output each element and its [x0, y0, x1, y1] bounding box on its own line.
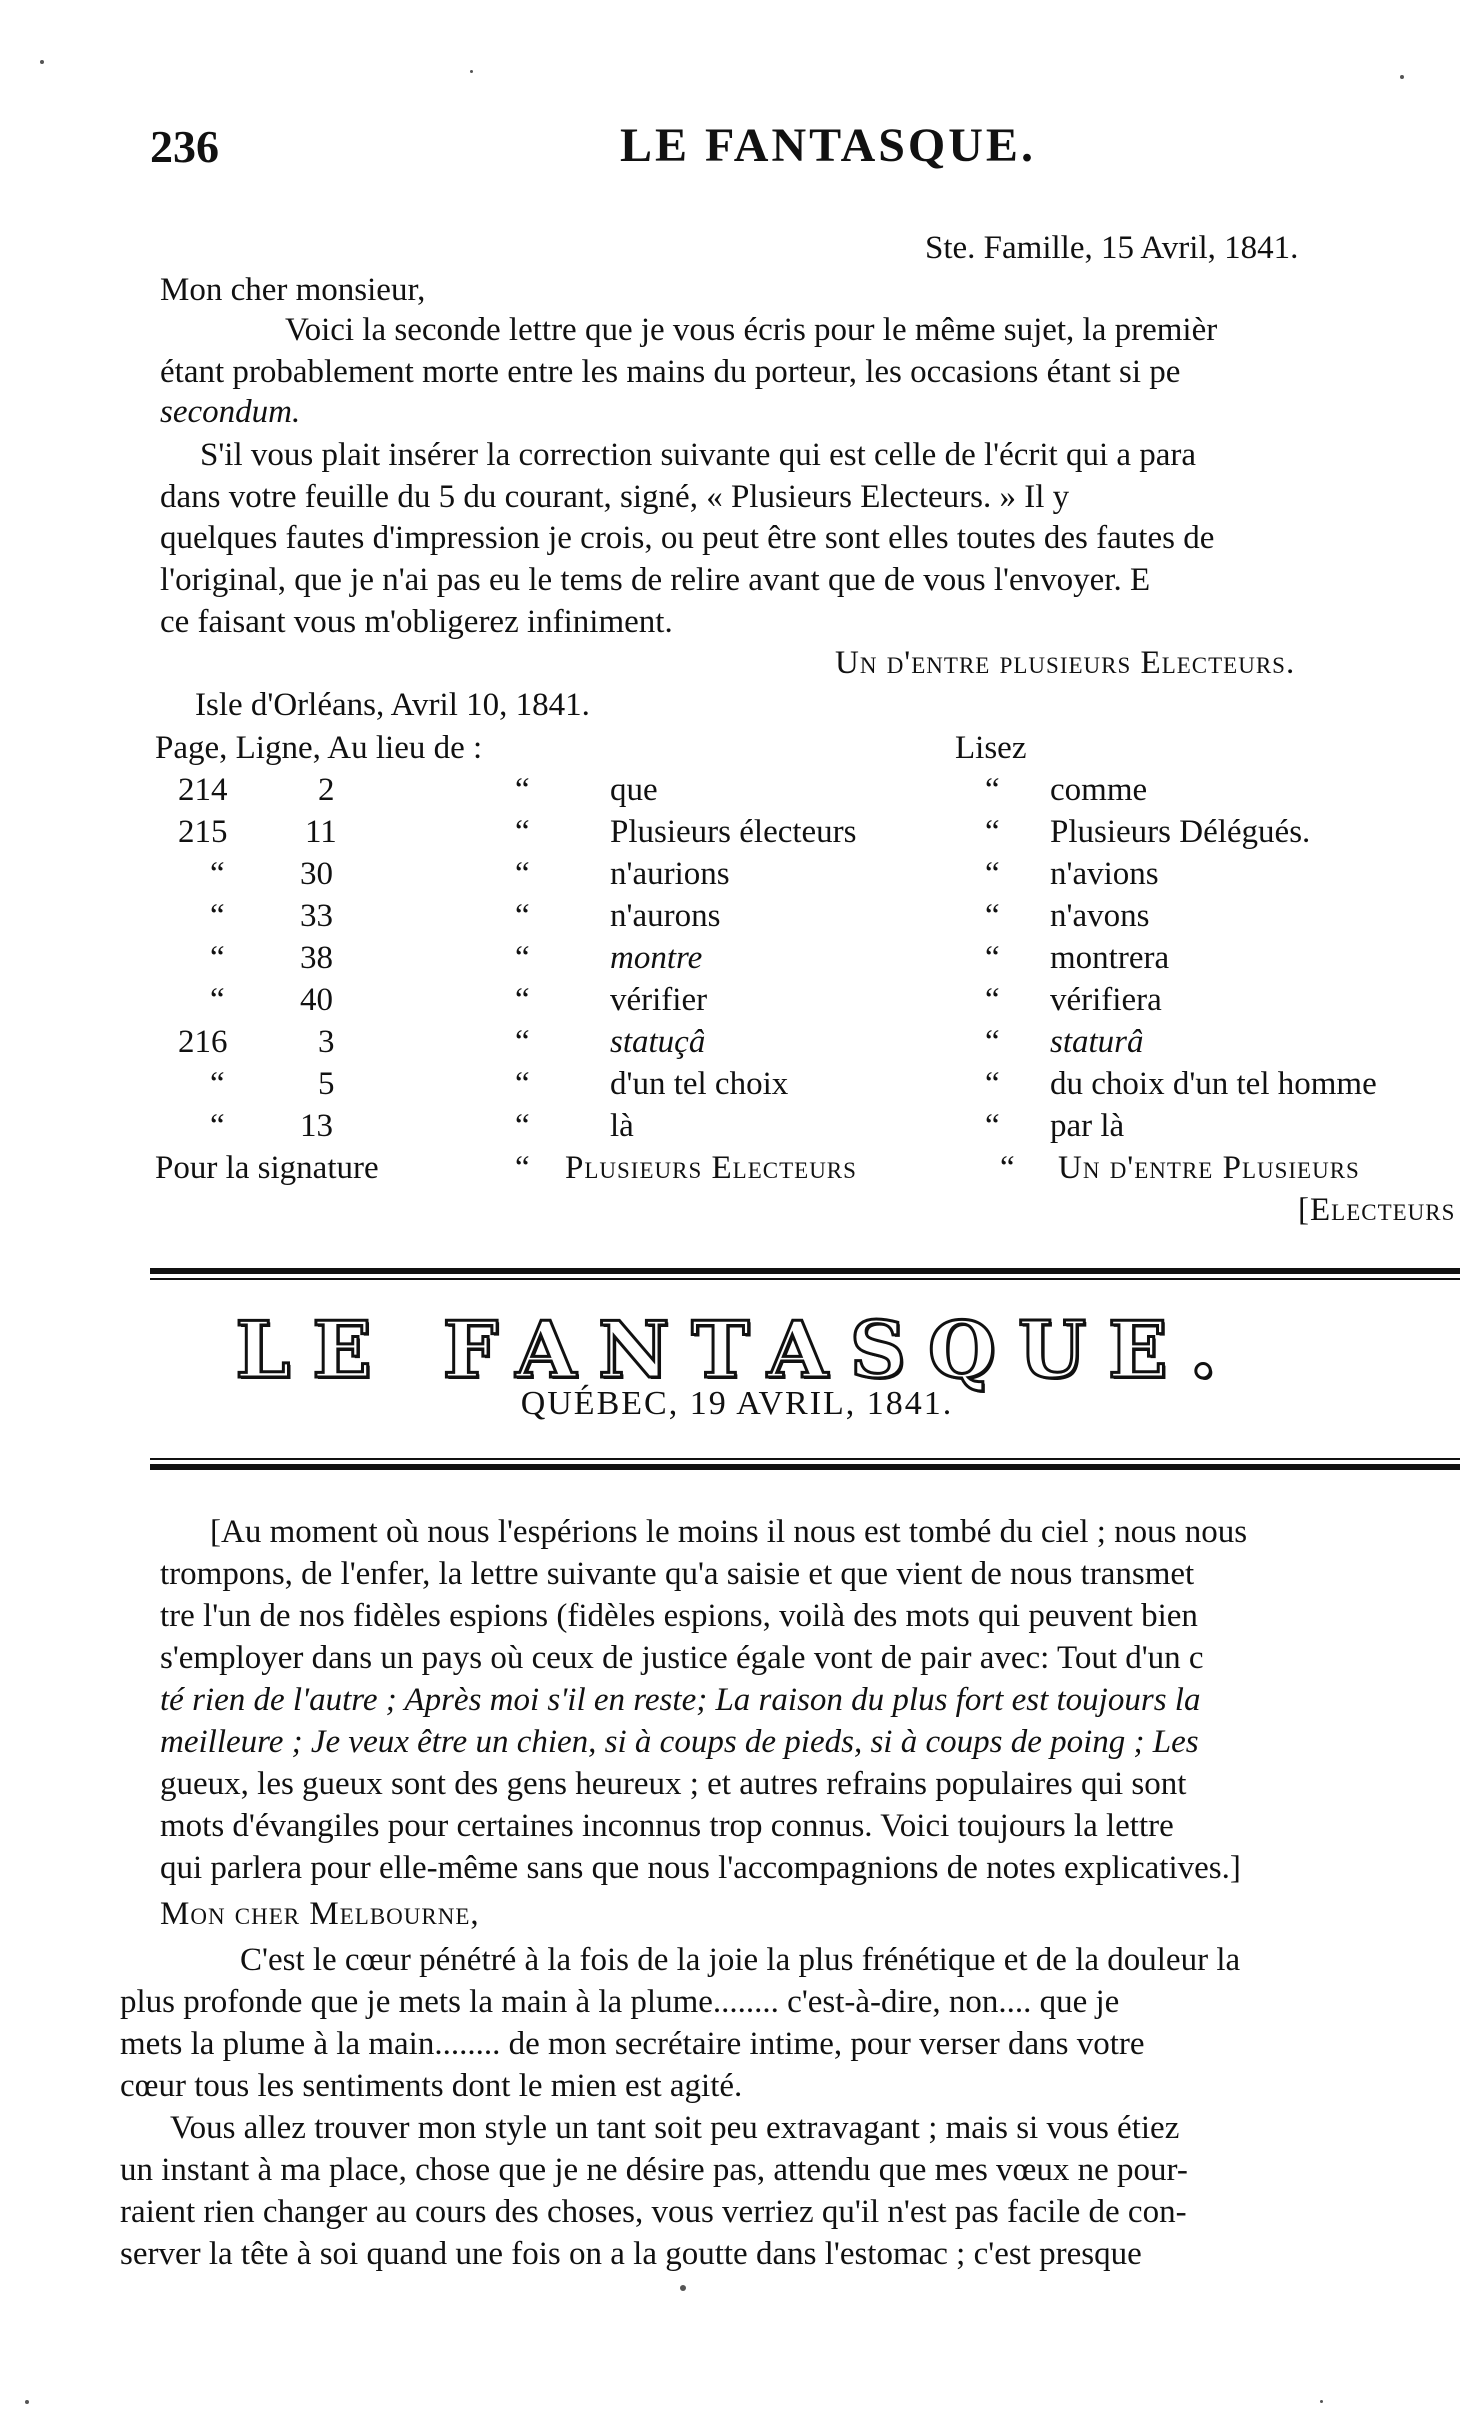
- letter-paragraph-line: dans votre feuille du 5 du courant, signé, « Plusieurs Electeurs. » Il y: [160, 479, 1070, 515]
- masthead-rule-bottom-thin: [150, 1458, 1460, 1460]
- article-body-line: C'est le cœur pénétré à la fois de la joie la plus frénétique et de la douleur la: [240, 1942, 1241, 1978]
- ditto-mark: “: [985, 1108, 1000, 1144]
- article-salutation: Mon cher Melbourne,: [160, 1896, 480, 1932]
- errata-place-date: Isle d'Orléans, Avril 10, 1841.: [195, 687, 590, 723]
- ditto-mark: “: [515, 1024, 530, 1060]
- scan-speck: [1320, 2400, 1323, 2403]
- article-body-line: Vous allez trouver mon style un tant soit peu extravagant ; mais si vous étiez: [170, 2110, 1180, 2146]
- errata-read: n'avions: [1050, 856, 1159, 892]
- letter-paragraph-line: Voici la seconde lettre que je vous écris pour le même sujet, la premièr: [285, 312, 1218, 348]
- table-row: [0, 1064, 1474, 1106]
- article-body-line: un instant à ma place, chose que je ne désire pas, attendu que mes vœux ne pour-: [120, 2152, 1188, 2188]
- errata-page: 214: [178, 772, 228, 808]
- table-row: [0, 896, 1474, 938]
- table-row: [0, 1106, 1474, 1148]
- errata-page: “: [210, 982, 225, 1018]
- errata-line: 3: [318, 1024, 335, 1060]
- scan-speck: [1400, 75, 1404, 79]
- ditto-mark: “: [985, 982, 1000, 1018]
- ditto-mark: “: [985, 1024, 1000, 1060]
- letter-paragraph-line: secondum.: [160, 394, 301, 430]
- errata-line: 2: [318, 772, 335, 808]
- ditto-mark: “: [515, 940, 530, 976]
- letter-paragraph-line: étant probablement morte entre les mains du porteur, les occasions étant si pe: [160, 354, 1181, 390]
- errata-instead: n'aurions: [610, 856, 730, 892]
- errata-read: par là: [1050, 1108, 1125, 1144]
- running-title: LE FANTASQUE.: [620, 119, 1036, 172]
- errata-instead: n'aurons: [610, 898, 721, 934]
- article-body-line: mets la plume à la main........ de mon secrétaire intime, pour verser dans votre: [120, 2026, 1145, 2062]
- ditto-mark: “: [515, 772, 530, 808]
- errata-line: 40: [300, 982, 333, 1018]
- errata-signature-label: Pour la signature: [155, 1150, 379, 1186]
- table-row: [0, 770, 1474, 812]
- errata-read: staturâ: [1050, 1024, 1144, 1060]
- errata-instead: là: [610, 1108, 634, 1144]
- ditto-mark: “: [985, 772, 1000, 808]
- errata-read: vérifiera: [1050, 982, 1162, 1018]
- errata-read: comme: [1050, 772, 1148, 808]
- ditto-mark: “: [515, 898, 530, 934]
- article-intro-line: meilleure ; Je veux être un chien, si à coups de pieds, si à coups de poing ; Les: [160, 1724, 1199, 1760]
- errata-read: n'avons: [1050, 898, 1150, 934]
- scan-speck: [40, 60, 44, 64]
- article-intro-line: té rien de l'autre ; Après moi s'il en reste; La raison du plus fort est toujours la: [160, 1682, 1201, 1718]
- masthead-rule-top-thin: [150, 1278, 1460, 1280]
- letter-paragraph-line: ce faisant vous m'obligerez infiniment.: [160, 604, 673, 640]
- table-row: [0, 812, 1474, 854]
- page-number: 236: [150, 121, 219, 172]
- errata-page: “: [210, 940, 225, 976]
- ditto-mark: “: [985, 898, 1000, 934]
- scan-speck: [470, 70, 473, 73]
- letter-dateline: Ste. Famille, 15 Avril, 1841.: [925, 230, 1299, 266]
- masthead-title: LE FANTASQUE.: [235, 1305, 1239, 1396]
- masthead-rule-top: [150, 1268, 1460, 1274]
- errata-line: 13: [300, 1108, 333, 1144]
- errata-page: “: [210, 1066, 225, 1102]
- errata-instead: Plusieurs électeurs: [610, 814, 857, 850]
- article-intro-line: [Au moment où nous l'espérions le moins il nous est tombé du ciel ; nous nous: [210, 1514, 1248, 1550]
- ditto-mark: “: [515, 1150, 530, 1186]
- errata-instead: d'un tel choix: [610, 1066, 789, 1102]
- letter-paragraph-line: l'original, que je n'ai pas eu le tems de relire avant que de vous l'envoyer. E: [160, 562, 1151, 598]
- ditto-mark: “: [1000, 1150, 1015, 1186]
- article-intro-line: s'employer dans un pays où ceux de justice égale vont de pair avec: Tout d'un c: [160, 1640, 1204, 1676]
- letter-signature: Un d'entre plusieurs Electeurs.: [835, 645, 1296, 681]
- article-body-line: raient rien changer au cours des choses, vous verriez qu'il n'est pas facile de con-: [120, 2194, 1187, 2230]
- errata-instead: que: [610, 772, 658, 808]
- errata-header-read: Lisez: [955, 730, 1027, 766]
- masthead-date: QUÉBEC, 19 AVRIL, 1841.: [520, 1385, 954, 1422]
- errata-instead: montre: [610, 940, 703, 976]
- article-intro-line: tre l'un de nos fidèles espions (fidèles espions, voilà des mots qui peuvent bien: [160, 1598, 1198, 1634]
- errata-page: “: [210, 1108, 225, 1144]
- errata-line: 5: [318, 1066, 335, 1102]
- ditto-mark: “: [985, 940, 1000, 976]
- errata-line: 33: [300, 898, 333, 934]
- errata-line: 38: [300, 940, 333, 976]
- letter-salutation: Mon cher monsieur,: [160, 272, 426, 308]
- article-intro-line: qui parlera pour elle-même sans que nous l'accompagnions de notes explicatives.]: [160, 1850, 1241, 1886]
- errata-read: Un d'entre Plusieurs: [1058, 1150, 1360, 1186]
- article-body-line: server la tête à soi quand une fois on a la goutte dans l'estomac ; c'est presque: [120, 2236, 1142, 2272]
- scan-speck: [25, 2400, 29, 2404]
- ditto-mark: “: [985, 1066, 1000, 1102]
- errata-read: du choix d'un tel homme: [1050, 1066, 1377, 1102]
- errata-continuation: [Electeurs: [1298, 1192, 1456, 1228]
- ditto-mark: “: [985, 856, 1000, 892]
- errata-instead: statuçâ: [610, 1024, 706, 1060]
- errata-read: Plusieurs Délégués.: [1050, 814, 1311, 850]
- table-row: [0, 980, 1474, 1022]
- article-intro-line: mots d'évangiles pour certaines inconnus trop connus. Voici toujours la lettre: [160, 1808, 1174, 1844]
- scan-speck: [680, 2285, 686, 2291]
- errata-page: 215: [178, 814, 228, 850]
- ditto-mark: “: [515, 1066, 530, 1102]
- masthead-rule-bottom: [150, 1464, 1460, 1470]
- ditto-mark: “: [515, 1108, 530, 1144]
- article-body-line: plus profonde que je mets la main à la plume........ c'est-à-dire, non.... que je: [120, 1984, 1120, 2020]
- errata-page: 216: [178, 1024, 228, 1060]
- table-row: [0, 854, 1474, 896]
- letter-paragraph-line: S'il vous plait insérer la correction suivante qui est celle de l'écrit qui a para: [200, 437, 1197, 473]
- article-body-line: cœur tous les sentiments dont le mien est agité.: [120, 2068, 743, 2104]
- errata-page: “: [210, 898, 225, 934]
- ditto-mark: “: [985, 814, 1000, 850]
- ditto-mark: “: [515, 814, 530, 850]
- errata-line: 11: [305, 814, 337, 850]
- article-intro-line: gueux, les gueux sont des gens heureux ; et autres refrains populaires qui sont: [160, 1766, 1187, 1802]
- errata-page: “: [210, 856, 225, 892]
- table-row: [0, 938, 1474, 980]
- letter-paragraph-line: quelques fautes d'impression je crois, ou peut être sont elles toutes des fautes de: [160, 520, 1215, 556]
- table-row: [0, 1148, 1474, 1190]
- errata-read: montrera: [1050, 940, 1170, 976]
- errata-instead: vérifier: [610, 982, 708, 1018]
- ditto-mark: “: [515, 982, 530, 1018]
- ditto-mark: “: [515, 856, 530, 892]
- errata-header-page-line: Page, Ligne, Au lieu de :: [155, 730, 483, 766]
- article-intro-line: trompons, de l'enfer, la lettre suivante qu'a saisie et que vient de nous transmet: [160, 1556, 1195, 1592]
- errata-instead: Plusieurs Electeurs: [565, 1150, 857, 1186]
- errata-line: 30: [300, 856, 333, 892]
- table-row: [0, 1022, 1474, 1064]
